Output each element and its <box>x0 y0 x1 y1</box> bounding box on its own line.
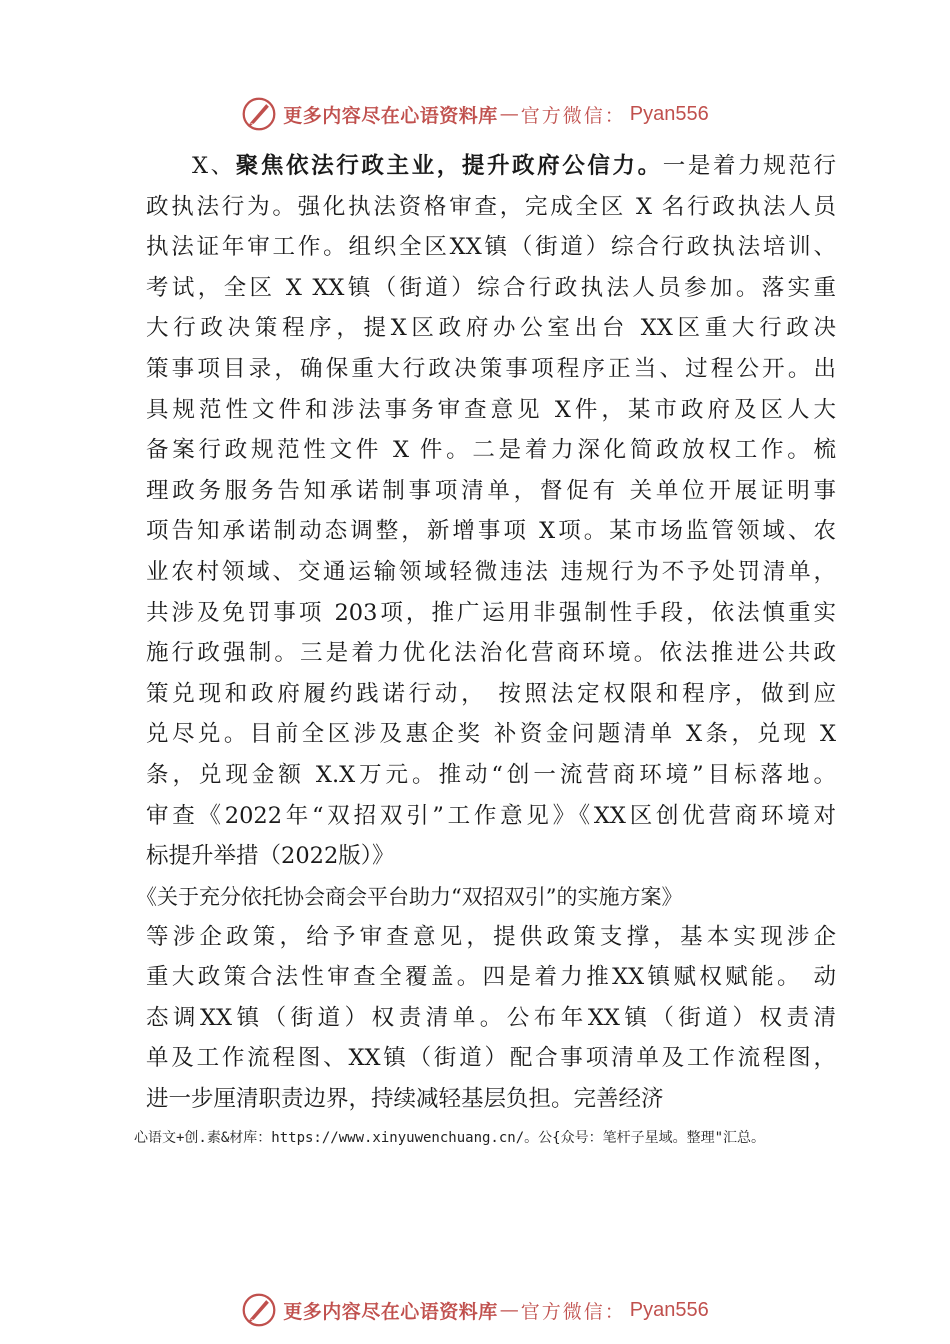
paragraph-line: 施行政强制。三是着力优化法治化营商环境。依法推进公共政 <box>146 640 836 667</box>
paragraph-line: 具规范性文件和涉法事务审查意见 X件，某市政府及区人大 <box>146 396 836 423</box>
paragraph-line: 策事项目录，确保重大行政决策事项程序正当、过程公开。出 <box>146 355 836 382</box>
banner-dash: — <box>499 1299 519 1321</box>
paragraph-line: 审查《2022年“双招双引”工作意见》《XX区创优营商环境对 <box>146 802 836 829</box>
paragraph-line: 条，兑现金额 X.X万元。推动“创一流营商环境”目标落地。 <box>146 761 836 788</box>
paragraph-line: 兑尽兑。目前全区涉及惠企奖 补资金问题清单 X条，兑现 X <box>146 721 836 748</box>
paragraph-text: 一是着力规范行 <box>662 153 836 179</box>
paragraph-line: 标提升举措（2022版）》 <box>146 843 395 870</box>
source-note: 心语文+创.素&材库：https://www.xinyuwenchuang.cn/。公{众号：笔杆子星域。整理"汇总。 <box>134 1130 766 1146</box>
paragraph-line: 备案行政规范性文件 X 件。二是着力深化简政放权工作。梳 <box>146 437 836 464</box>
paragraph-line: 重大政策合法性审查全覆盖。四是着力推XX镇赋权赋能。 动 <box>146 964 836 991</box>
footer-banner <box>0 1288 950 1332</box>
section-heading: 聚焦依法行政主业，提升政府公信力。 <box>235 153 663 179</box>
paragraph-line: 进一步厘清职责边界，持续减轻基层负担。完善经济 <box>146 1086 664 1113</box>
paragraph-line: 单及工作流程图、XX镇（街道）配合事项清单及工作流程图， <box>146 1045 836 1072</box>
paragraph-line: 理政务服务告知承诺制事项清单，督促有 关单位开展证明事 <box>146 477 836 504</box>
banner-wechat-label: 官方微信： <box>520 1300 626 1323</box>
paragraph-line: 等涉企政策，给予审查意见，提供政策支撑，基本实现涉企 <box>146 923 836 950</box>
document-body <box>136 146 836 1120</box>
paragraph-line: 态调XX镇（街道）权责清单。公布年XX镇（街道）权责清 <box>146 1004 836 1031</box>
paragraph-line: 项告知承诺制动态调整，新增事项 X项。某市场监管领域、农 <box>146 518 836 545</box>
header-banner <box>0 92 950 136</box>
paragraph-line: 《关于充分依托协会商会平台助力“双招双引”的实施方案》 <box>136 884 683 909</box>
quill-pen-logo-icon <box>241 96 277 132</box>
quill-pen-logo-icon <box>241 1292 277 1328</box>
paragraph-line: 大行政决策程序，提X区政府办公室出台 XX区重大行政决 <box>146 315 836 342</box>
section-number: X、 <box>192 153 236 179</box>
paragraph-line: 业农村领域、交通运输领域轻微违法 违规行为不予处罚清单， <box>146 558 836 585</box>
banner-title: 更多内容尽在心语资料库 <box>283 104 498 127</box>
paragraph-line <box>146 146 836 187</box>
paragraph-line: 策兑现和政府履约践诺行动， 按照法定权限和程序，做到应 <box>146 680 836 707</box>
paragraph-line: 考试，全区 X XX镇（街道）综合行政执法人员参加。落实重 <box>146 274 836 301</box>
paragraph-line: 执法证年审工作。组织全区XX镇（街道）综合行政执法培训、 <box>146 234 836 261</box>
banner-wechat-id: Pyan556 <box>629 1298 709 1321</box>
banner-wechat-id: Pyan556 <box>629 102 709 125</box>
paragraph-line: 共涉及免罚事项 203项，推广运用非强制性手段，依法慎重实 <box>146 599 836 626</box>
banner-title: 更多内容尽在心语资料库 <box>283 1300 498 1323</box>
banner-dash: — <box>499 103 519 125</box>
banner-wechat-label: 官方微信： <box>520 104 626 127</box>
paragraph-line: 政执法行为。强化执法资格审查，完成全区 X 名行政执法人员 <box>146 193 836 220</box>
